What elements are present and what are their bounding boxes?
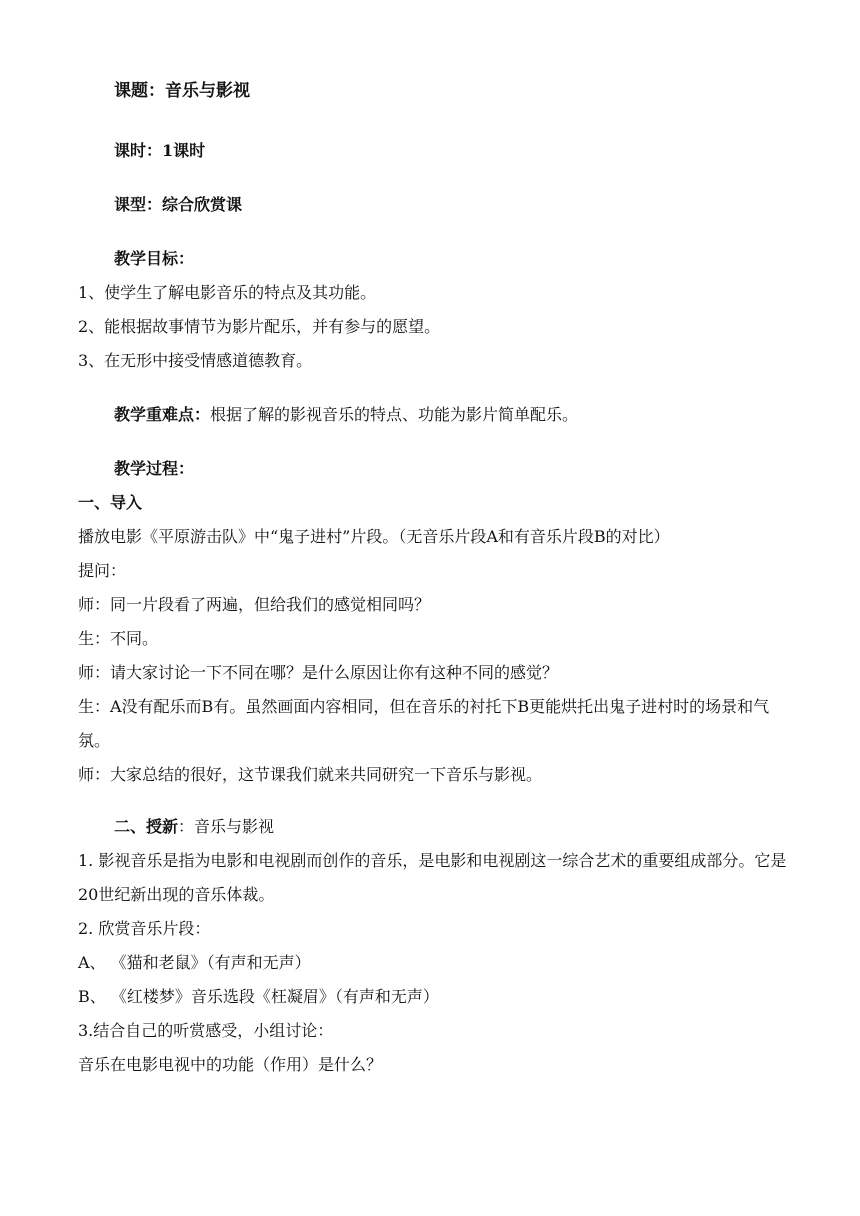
process-heading: 教学过程： [114, 459, 195, 478]
topic-value: 音乐与影视 [165, 81, 250, 101]
section1-line-2: 提问： [78, 561, 127, 580]
section1-line-5: 师：请大家讨论一下不同在哪？是什么原因让你有这种不同的感觉？ [78, 663, 559, 682]
section2-heading-rest: ：音乐与影视 [178, 817, 275, 836]
key-points-text: 根据了解的影视音乐的特点、功能为影片简单配乐。 [210, 405, 579, 424]
objective-item-2: 2、能根据故事情节为影片配乐，并有参与的愿望。 [78, 317, 441, 336]
section2-line-3: A、 《猫和老鼠》（有声和无声） [78, 953, 311, 972]
key-points-label: 教学重难点： [114, 405, 211, 424]
lesson-type-line: 课型：综合欣赏课 [114, 195, 243, 214]
section2-line-4: B、 《红楼梦》音乐选段《枉凝眉》（有声和无声） [78, 987, 439, 1006]
section1-line-1: 播放电影《平原游击队》中“鬼子进村”片段。（无音乐片段A和有音乐片段B的对比） [78, 527, 670, 546]
topic-line [114, 81, 824, 101]
section2-line-6: 音乐在电影电视中的功能（作用）是什么？ [78, 1055, 383, 1074]
section2-line-5: 3.结合自己的听赏感受，小组讨论： [78, 1021, 334, 1040]
section1-line-7: 师：大家总结的很好，这节课我们就来共同研究一下音乐与影视。 [78, 765, 543, 784]
objective-item-3: 3、在无形中接受情感道德教育。 [78, 351, 313, 370]
section2-line-1: 1. 影视音乐是指为电影和电视剧而创作的音乐，是电影和电视剧这一综合艺术的重要组成部分。它是20世纪新出现的音乐体裁。 [78, 851, 787, 904]
section1-line-6: 生：A没有配乐而B有。虽然画面内容相同，但在音乐的衬托下B更能烘托出鬼子进村时的场景和气氛。 [78, 697, 770, 750]
period-line: 课时：1课时 [114, 141, 206, 160]
topic-label: 课题： [114, 81, 165, 101]
key-points-line [114, 405, 824, 425]
section2-line-2: 2. 欣赏音乐片段： [78, 919, 211, 938]
section1-line-4: 生：不同。 [78, 629, 159, 648]
objectives-heading: 教学目标： [114, 249, 195, 268]
section2-heading-bold: 二、授新 [114, 817, 179, 836]
section1-line-3: 师：同一片段看了两遍，但给我们的感觉相同吗？ [78, 595, 431, 614]
objective-item-1: 1、使学生了解电影音乐的特点及其功能。 [78, 283, 377, 302]
section1-heading: 一、导入 [78, 493, 143, 512]
section2-heading [114, 817, 824, 837]
